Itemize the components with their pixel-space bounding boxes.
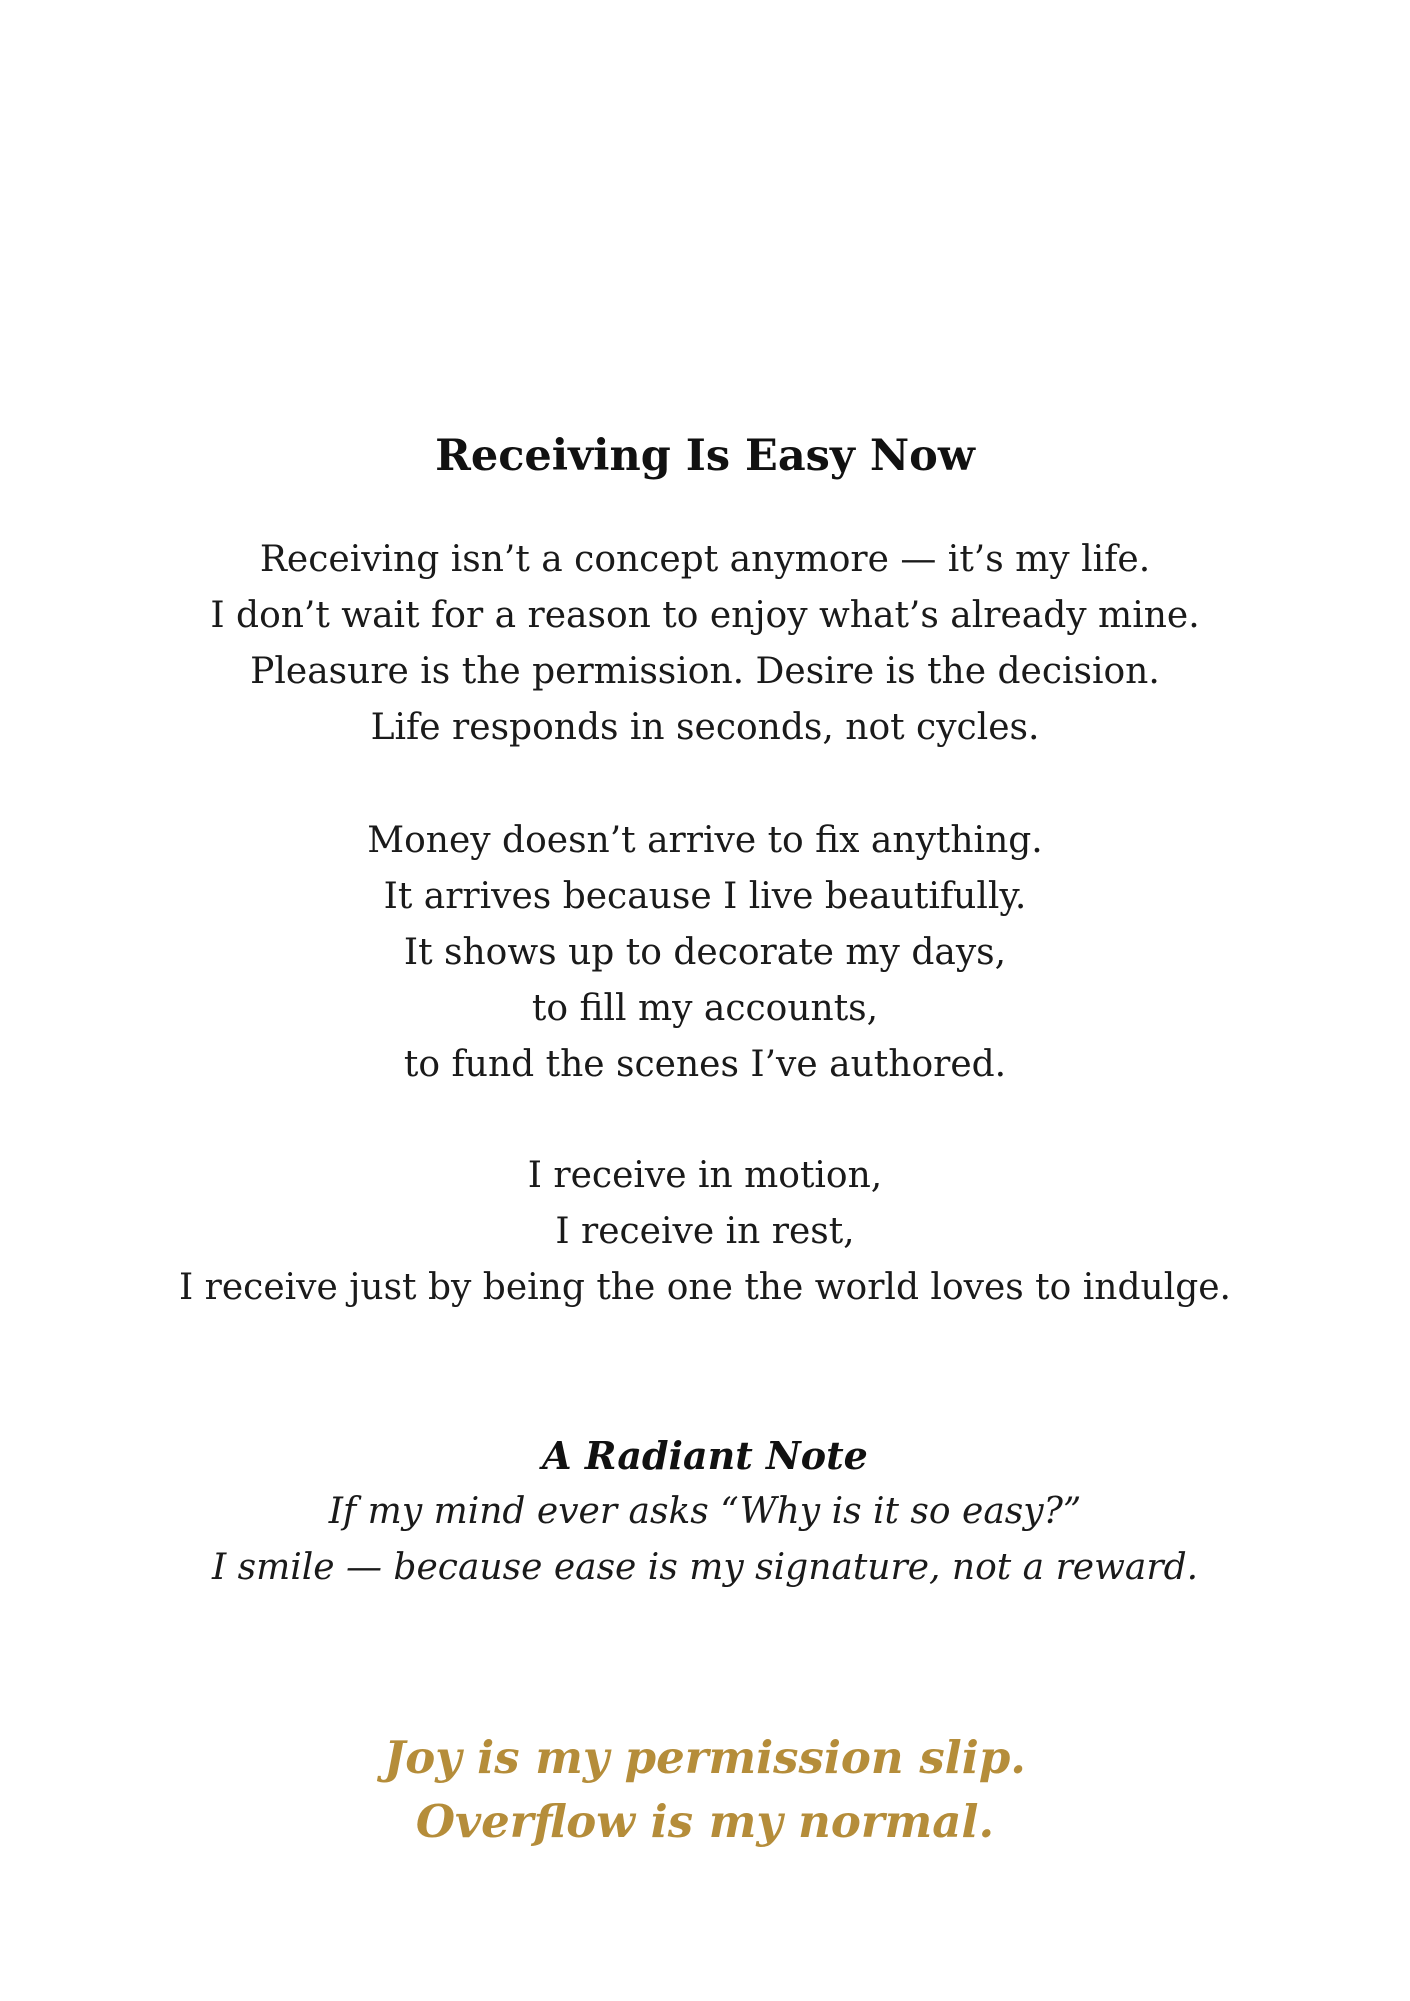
- poem-title: Receiving Is Easy Now: [435, 431, 975, 481]
- poem-line: to fill my accounts,: [531, 988, 879, 1029]
- poem-line: It shows up to decorate my days,: [403, 932, 1007, 973]
- poem-line: It arrives because I live beautifully.: [383, 876, 1027, 917]
- poem-line: I don’t wait for a reason to enjoy what’s already mine.: [210, 595, 1200, 636]
- poem-line: to fund the scenes I’ve authored.: [403, 1044, 1007, 1085]
- poem-line: Pleasure is the permission. Desire is the decision.: [250, 651, 1160, 692]
- poem-line: Money doesn’t arrive to fix anything.: [367, 820, 1043, 861]
- poem-line: Receiving isn’t a concept anymore — it’s my life.: [259, 539, 1151, 580]
- poem-line: I receive in rest,: [555, 1211, 855, 1252]
- poem-line: Life responds in seconds, not cycles.: [370, 707, 1040, 748]
- stanza-2: [0, 813, 1410, 1093]
- closing-line: Joy is my permission slip.: [384, 1731, 1026, 1784]
- radiant-note: [0, 1428, 1410, 1596]
- poem-line: I receive just by being the one the world loves to indulge.: [178, 1267, 1231, 1308]
- stanza-1: [0, 532, 1410, 756]
- stanza-3: [0, 1148, 1410, 1316]
- closing-line: Overflow is my normal.: [415, 1795, 995, 1848]
- note-heading: A Radiant Note: [542, 1433, 868, 1478]
- note-line: If my mind ever asks “Why is it so easy?”: [328, 1491, 1082, 1532]
- closing-affirmation: [0, 1726, 1410, 1854]
- note-line: I smile — because ease is my signature, not a reward.: [211, 1547, 1199, 1588]
- poem-line: I receive in motion,: [527, 1155, 883, 1196]
